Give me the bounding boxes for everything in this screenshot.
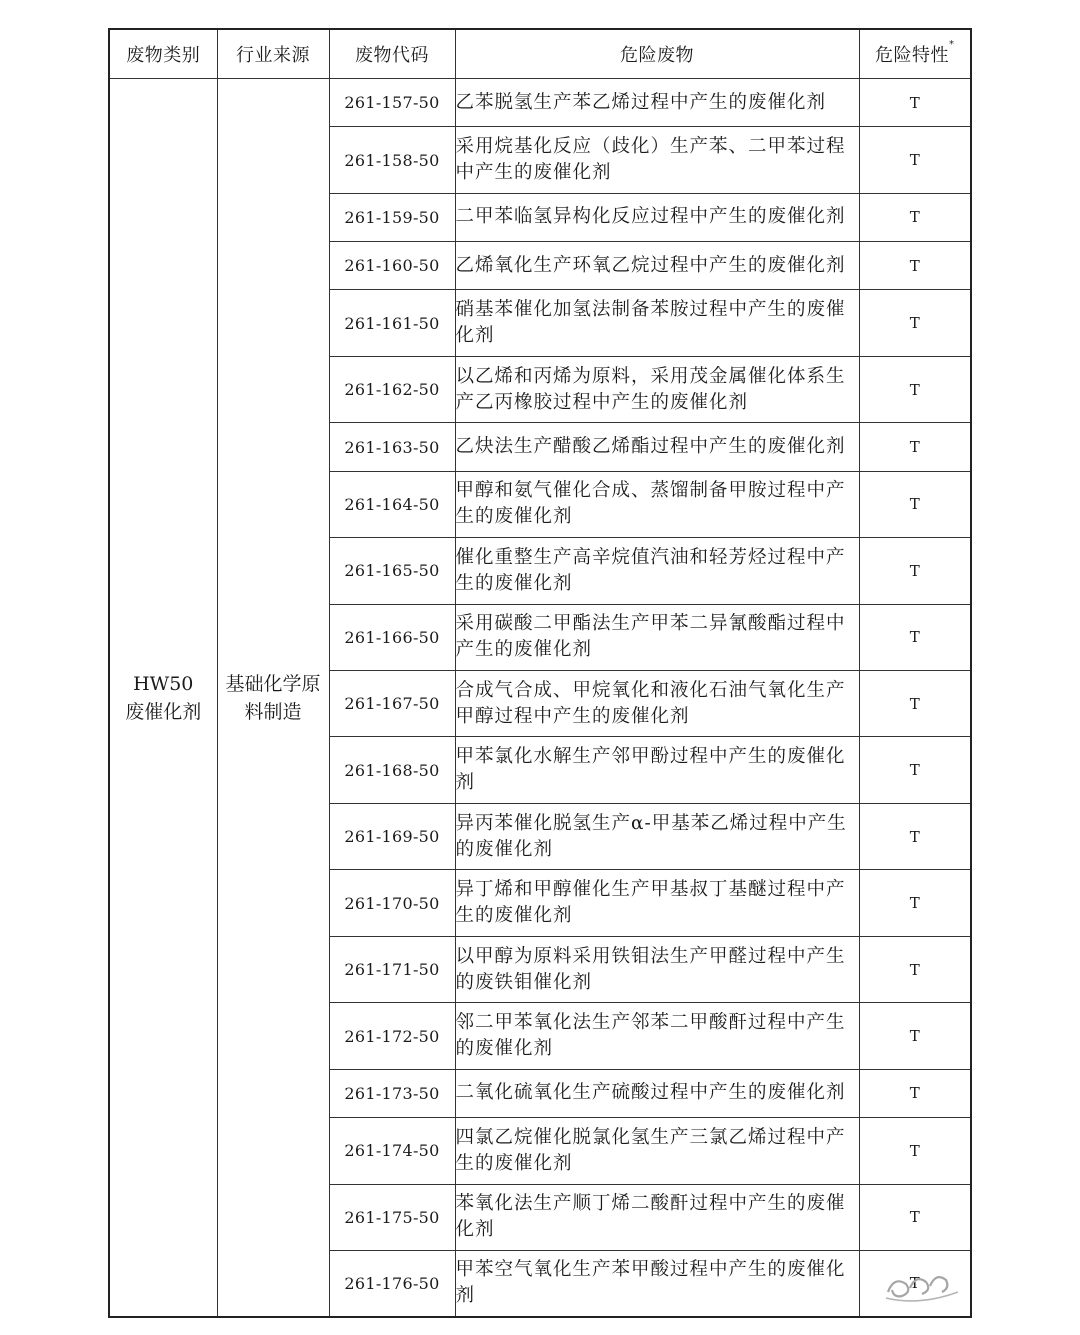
- industry-source-line-2: 料制造: [244, 700, 302, 723]
- waste-code-cell: 261-166-50: [329, 604, 455, 670]
- header-hazard-property: [859, 29, 971, 79]
- header-hazard-property-mark: *: [949, 39, 955, 50]
- header-waste-code: 废物代码: [329, 29, 455, 79]
- table-row: [109, 79, 971, 127]
- waste-description-cell: 乙炔法生产醋酸乙烯酯过程中产生的废催化剂: [455, 423, 859, 471]
- document-page: [108, 28, 970, 1318]
- hazard-property-cell: T: [859, 538, 971, 604]
- hazard-property-cell: T: [859, 870, 971, 936]
- waste-code-cell: 261-157-50: [329, 79, 455, 127]
- waste-code-cell: 261-167-50: [329, 671, 455, 737]
- waste-code-cell: 261-169-50: [329, 803, 455, 869]
- industry-source-cell: [217, 79, 329, 1318]
- waste-code-cell: 261-163-50: [329, 423, 455, 471]
- table-header-row: [109, 29, 971, 79]
- waste-description-cell: 异丁烯和甲醇催化生产甲基叔丁基醚过程中产生的废催化剂: [455, 870, 859, 936]
- waste-description-cell: 苯氧化法生产顺丁烯二酸酐过程中产生的废催化剂: [455, 1184, 859, 1250]
- hazard-property-cell: T: [859, 604, 971, 670]
- waste-description-cell: 以乙烯和丙烯为原料，采用茂金属催化体系生产乙丙橡胶过程中产生的废催化剂: [455, 356, 859, 422]
- waste-code-cell: 261-175-50: [329, 1184, 455, 1250]
- waste-code-cell: 261-158-50: [329, 127, 455, 193]
- hazard-property-cell: T: [859, 242, 971, 290]
- hazard-property-cell: T: [859, 193, 971, 241]
- waste-code-cell: 261-162-50: [329, 356, 455, 422]
- hazard-property-cell: T: [859, 936, 971, 1002]
- waste-code-cell: 261-160-50: [329, 242, 455, 290]
- waste-code-cell: 261-170-50: [329, 870, 455, 936]
- waste-code-cell: 261-164-50: [329, 471, 455, 537]
- waste-description-cell: 乙苯脱氢生产苯乙烯过程中产生的废催化剂: [455, 79, 859, 127]
- waste-code-cell: 261-159-50: [329, 193, 455, 241]
- waste-code-cell: 261-173-50: [329, 1069, 455, 1117]
- header-waste-category: 废物类别: [109, 29, 217, 79]
- waste-description-cell: 异丙苯催化脱氢生产α-甲基苯乙烯过程中产生的废催化剂: [455, 803, 859, 869]
- hazard-property-cell: T: [859, 803, 971, 869]
- hazard-property-cell: T: [859, 737, 971, 803]
- header-hazardous-waste: 危险废物: [455, 29, 859, 79]
- waste-category-code: HW50: [133, 672, 194, 695]
- hazard-property-cell: T: [859, 356, 971, 422]
- hazardous-waste-table: [108, 28, 972, 1318]
- waste-code-cell: 261-176-50: [329, 1250, 455, 1317]
- hazard-property-cell: T: [859, 127, 971, 193]
- waste-description-cell: 以甲醇为原料采用铁钼法生产甲醛过程中产生的废铁钼催化剂: [455, 936, 859, 1002]
- waste-code-cell: 261-168-50: [329, 737, 455, 803]
- waste-description-cell: 甲醇和氨气催化合成、蒸馏制备甲胺过程中产生的废催化剂: [455, 471, 859, 537]
- watermark-logo-icon: [880, 1262, 980, 1308]
- hazard-property-cell: T: [859, 1118, 971, 1184]
- waste-description-cell: 催化重整生产高辛烷值汽油和轻芳烃过程中产生的废催化剂: [455, 538, 859, 604]
- hazard-property-cell: T: [859, 290, 971, 356]
- waste-description-cell: 采用烷基化反应（歧化）生产苯、二甲苯过程中产生的废催化剂: [455, 127, 859, 193]
- industry-source-line-1: 基础化学原: [225, 672, 321, 695]
- waste-description-cell: 合成气合成、甲烷氧化和液化石油气氧化生产甲醇过程中产生的废催化剂: [455, 671, 859, 737]
- waste-description-cell: 甲苯空气氧化生产苯甲酸过程中产生的废催化剂: [455, 1250, 859, 1317]
- waste-category-name: 废催化剂: [125, 700, 202, 723]
- waste-code-cell: 261-171-50: [329, 936, 455, 1002]
- hazard-property-cell: T: [859, 1184, 971, 1250]
- waste-description-cell: 邻二甲苯氧化法生产邻苯二甲酸酐过程中产生的废催化剂: [455, 1003, 859, 1069]
- waste-description-cell: 乙烯氧化生产环氧乙烷过程中产生的废催化剂: [455, 242, 859, 290]
- waste-description-cell: 甲苯氯化水解生产邻甲酚过程中产生的废催化剂: [455, 737, 859, 803]
- hazard-property-cell: T: [859, 671, 971, 737]
- waste-code-cell: 261-174-50: [329, 1118, 455, 1184]
- waste-code-cell: 261-172-50: [329, 1003, 455, 1069]
- hazard-property-cell: T: [859, 1003, 971, 1069]
- hazard-property-cell: T: [859, 471, 971, 537]
- waste-description-cell: 二氧化硫氧化生产硫酸过程中产生的废催化剂: [455, 1069, 859, 1117]
- hazard-property-cell: T: [859, 79, 971, 127]
- hazard-property-cell: T: [859, 423, 971, 471]
- waste-code-cell: 261-161-50: [329, 290, 455, 356]
- waste-description-cell: 四氯乙烷催化脱氯化氢生产三氯乙烯过程中产生的废催化剂: [455, 1118, 859, 1184]
- table-body: [109, 79, 971, 1318]
- header-hazard-property-label: 危险特性: [875, 45, 949, 66]
- waste-description-cell: 采用碳酸二甲酯法生产甲苯二异氰酸酯过程中产生的废催化剂: [455, 604, 859, 670]
- waste-description-cell: 硝基苯催化加氢法制备苯胺过程中产生的废催化剂: [455, 290, 859, 356]
- hazard-property-cell: T: [859, 1069, 971, 1117]
- waste-description-cell: 二甲苯临氢异构化反应过程中产生的废催化剂: [455, 193, 859, 241]
- header-industry-source: 行业来源: [217, 29, 329, 79]
- waste-code-cell: 261-165-50: [329, 538, 455, 604]
- waste-category-cell: [109, 79, 217, 1318]
- hazard-property-cell: T: [859, 1250, 971, 1317]
